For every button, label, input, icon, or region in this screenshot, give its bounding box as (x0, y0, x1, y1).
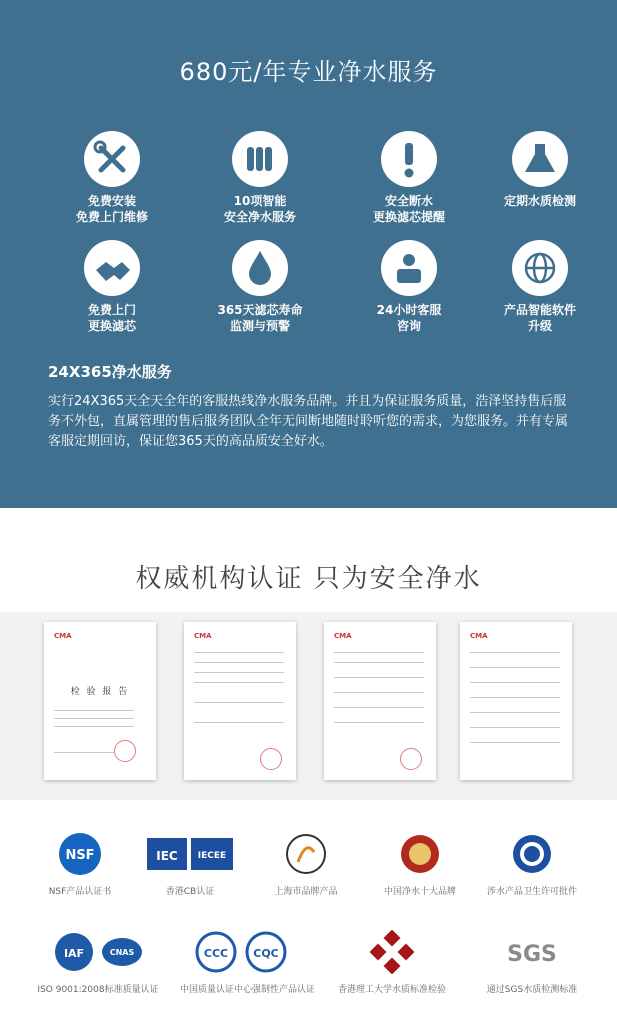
cert-badge-polyu (330, 930, 454, 995)
cert-label: 通过SGS水质检测标准 (486, 985, 578, 995)
cert-badge-nsf (18, 832, 142, 897)
globe-icon (512, 240, 568, 296)
cert-badge-top10 (358, 832, 482, 897)
cert-badge-ccc (180, 930, 316, 995)
service-label: 安全断水 更换滤芯提醒 (372, 194, 445, 224)
cert-badge-shanghai (244, 832, 368, 897)
certification-title: 权威机构认证 只为安全净水 (135, 564, 482, 594)
iec-logo-text: IEC (156, 849, 178, 863)
polyu-logo-icon (330, 930, 454, 974)
alert-icon (381, 131, 437, 187)
page-title: 680元/年专业净水服务 (179, 58, 438, 86)
sgs-logo-icon (470, 930, 594, 974)
service-item-alert (339, 131, 479, 225)
shanghai-brand-logo-icon (244, 832, 368, 876)
service-block-title: 24X365净水服务 (48, 363, 172, 381)
service-label: 免费上门 更换滤芯 (87, 303, 136, 333)
filters-icon (232, 131, 288, 187)
cert-label: 中国净水十大品牌 (383, 887, 456, 897)
water-drop-icon (232, 240, 288, 296)
cma-mark: CMA (54, 632, 72, 640)
handshake-icon (84, 240, 140, 296)
report-document (184, 622, 296, 780)
cert-label: ISO 9001:2008标准质量认证 (37, 985, 159, 995)
cert-label: 香港理工大学水质标准检验 (337, 985, 446, 995)
cert-badge-sgs (470, 930, 594, 995)
cma-mark: CMA (470, 632, 488, 640)
report-caption: 检 验 报 告 (70, 687, 130, 697)
service-label: 产品智能软件 升级 (503, 303, 576, 333)
service-label: 10项智能 安全净水服务 (223, 194, 296, 224)
sgs-logo-text: SGS (507, 942, 557, 967)
cert-badge-iso (36, 930, 160, 995)
ccc-cqc-logo-icon (180, 930, 304, 974)
service-item-install (42, 131, 182, 225)
cnas-logo-text: CNAS (109, 948, 135, 957)
ccc-logo-text: CCC (203, 947, 229, 960)
service-item-upgrade (470, 240, 610, 334)
iec-iecee-logo-icon (128, 832, 252, 876)
health-permit-logo-icon (470, 832, 594, 876)
seal-icon (400, 748, 422, 770)
cert-label: NSF产品认证书 (48, 887, 112, 897)
service-item-replace (42, 240, 182, 334)
service-block-text: 实行24X365天全天全年的客服热线净水服务品牌。并且为保证服务质量，浩泽坚持售后服务不外包，直属管理的售后服务团队全年无间断地随时聆听您的需求，为您服务。并有专属客服定期回访，保证您365天的高品质安全好水。 (48, 394, 569, 449)
report-document (44, 622, 156, 780)
seal-icon (260, 748, 282, 770)
cert-label: 上海市品牌产品 (274, 887, 338, 897)
service-item-smart (190, 131, 330, 225)
iaf-logo-text: IAF (63, 947, 85, 960)
cert-label: 涉水产品卫生许可批件 (486, 887, 577, 897)
report-document (324, 622, 436, 780)
seal-icon (114, 740, 136, 762)
service-label: 免费安装 免费上门维修 (75, 194, 148, 224)
iecee-logo-text: IECEE (197, 851, 227, 861)
nsf-logo-text: NSF (65, 848, 95, 863)
tools-icon (84, 131, 140, 187)
service-item-monitor (190, 240, 330, 334)
service-label: 定期水质检测 (503, 194, 576, 208)
report-document (460, 622, 572, 780)
cert-label: 香港CB认证 (165, 887, 215, 897)
service-label: 365天滤芯寿命 监测与预警 (217, 303, 303, 333)
cert-badge-iec (128, 832, 252, 897)
service-label: 24小时客服 咨询 (376, 303, 442, 333)
flask-icon (512, 131, 568, 187)
report-documents (0, 612, 617, 800)
cert-label: 中国质量认证中心强制性产品认证 (180, 985, 316, 995)
iaf-cnas-logo-icon (36, 930, 160, 974)
service-panel (0, 0, 617, 508)
cert-badge-health (470, 832, 594, 897)
china-top10-logo-icon (358, 832, 482, 876)
cma-mark: CMA (194, 632, 212, 640)
nsf-logo-icon (18, 832, 142, 876)
cma-mark: CMA (334, 632, 352, 640)
support-agent-icon (381, 240, 437, 296)
cqc-logo-text: CQC (253, 947, 279, 960)
service-item-test (470, 131, 610, 209)
service-item-support (339, 240, 479, 334)
